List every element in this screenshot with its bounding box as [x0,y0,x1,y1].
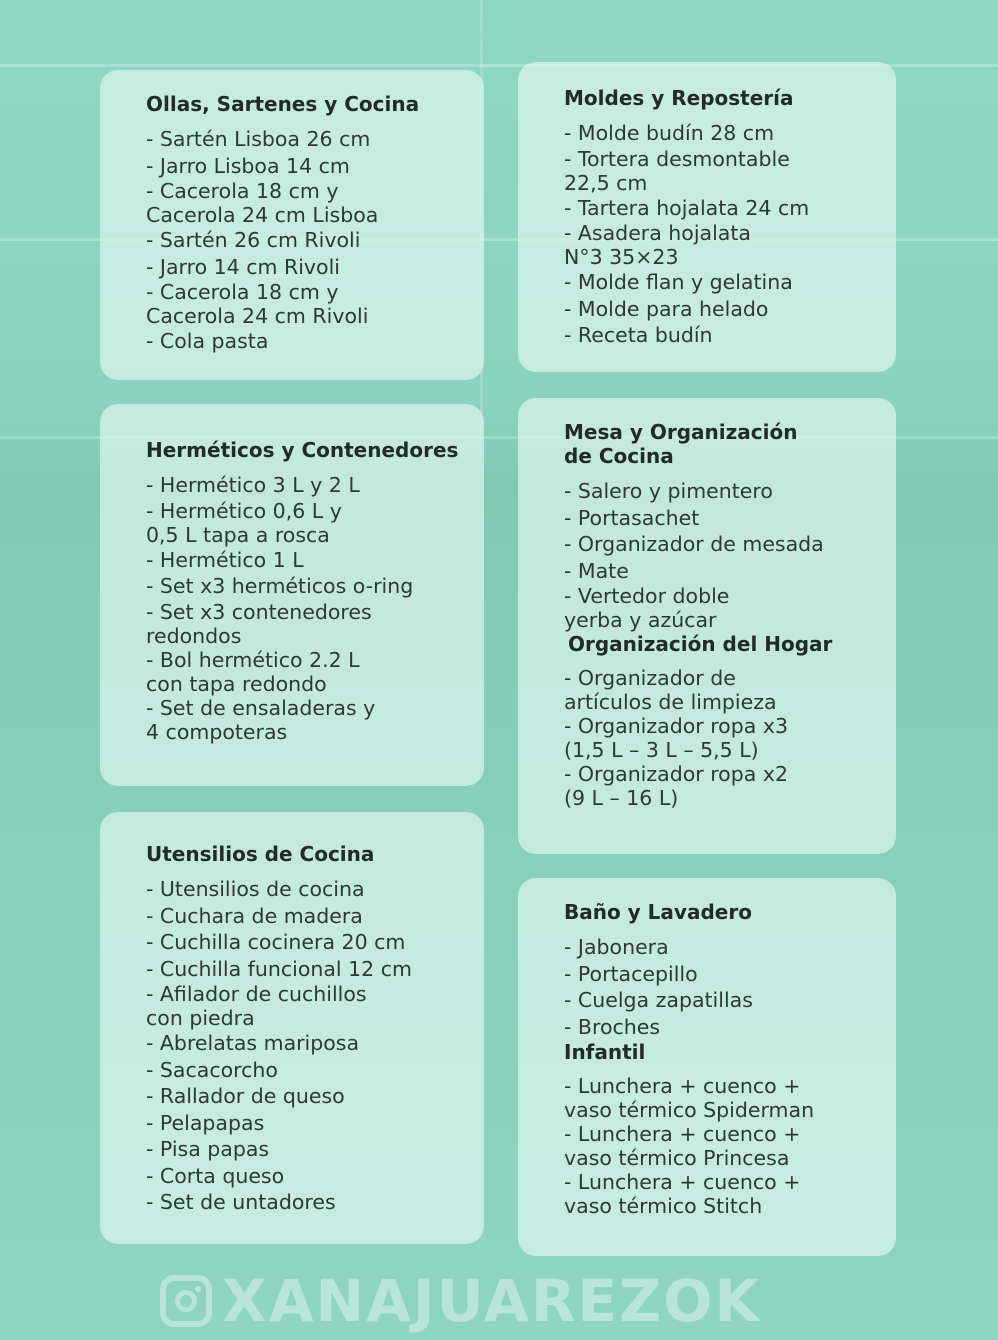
card-title: Baño y Lavadero [564,900,752,924]
list-item: - Molde para helado [564,296,769,321]
card-moldes [518,62,896,372]
card-title: Herméticos y Contenedores [146,438,459,462]
list-item: - Organizador de artículos de limpieza [564,666,777,714]
list-item: - Cacerola 18 cm y Cacerola 24 cm Rivoli [146,280,369,328]
list-item: - Hermético 0,6 L y 0,5 L tapa a rosca [146,498,342,547]
list-item: - Set de untadores [146,1190,336,1214]
card-title: Moldes y Repostería [564,86,794,110]
list-item: - Rallador de queso [146,1084,345,1108]
list-item: - Cuchilla cocinera 20 cm [146,930,406,954]
list-item: - Cacerola 18 cm y Cacerola 24 cm Lisboa [146,179,379,227]
card-subtitle: Infantil [564,1040,646,1064]
list-item: - Pisa papas [146,1137,270,1161]
list-item: - Jarro Lisboa 14 cm [146,153,350,178]
list-item: - Lunchera + cuenco + vaso térmico Spiderman [564,1074,815,1122]
card-bano [518,878,896,1256]
watermark-text: XANAJUAREZOK [222,1267,762,1335]
list-item: - Sacacorcho [146,1057,278,1082]
item-list [146,876,484,1216]
watermark [160,1266,761,1336]
list-item: - Sartén 26 cm Rivoli [146,228,361,252]
list-item: - Hermético 3 L y 2 L [146,473,360,497]
list-item: - Utensilios de cocina [146,877,365,901]
card-utensilios [100,812,484,1244]
card-hermeticos [100,404,484,786]
list-item: - Set x3 contenedores redondos [146,599,372,648]
list-item: - Sartén Lisboa 26 cm [146,127,371,151]
list-item: - Tortera desmontable 22,5 cm [564,146,790,195]
item-list [564,666,896,810]
list-item: - Organizador ropa x2 (9 L – 16 L) [564,762,788,810]
list-item: - Vertedor doble yerba y azúcar [564,584,730,632]
list-item: - Jabonera [564,935,669,959]
list-item: - Portacepillo [564,961,698,986]
list-item: - Mate [564,558,629,583]
list-item: - Broches [564,1014,661,1039]
list-item: - Lunchera + cuenco + vaso térmico Princesa [564,1122,801,1170]
list-item: - Lunchera + cuenco + vaso térmico Stitch [564,1170,801,1218]
list-item: - Set x3 herméticos o-ring [146,574,414,598]
list-item: - Cola pasta [146,329,269,353]
list-item: - Portasachet [564,505,700,530]
list-item: - Cuchilla funcional 12 cm [146,956,412,981]
list-item: - Bol hermético 2.2 L con tapa redondo [146,647,360,696]
item-list [564,1074,896,1218]
instagram-icon [160,1275,212,1327]
card-title: Ollas, Sartenes y Cocina [146,92,420,116]
card-mesa [518,398,896,854]
card-subtitle: Organización del Hogar [568,632,833,656]
list-item: - Cuelga zapatillas [564,988,753,1012]
list-item: - Organizador de mesada [564,532,824,556]
card-title: Utensilios de Cocina [146,842,375,866]
list-item: - Pelapapas [146,1110,265,1135]
list-item: - Set de ensaladeras y 4 compoteras [146,695,376,744]
list-item: - Jarro 14 cm Rivoli [146,254,340,279]
list-item: - Cuchara de madera [146,903,363,928]
list-item: - Afilador de cuchillos con piedra [146,982,367,1030]
list-item: - Molde budín 28 cm [564,121,775,145]
item-list [146,472,484,744]
list-item: - Abrelatas mariposa [146,1031,360,1055]
list-item: - Tartera hojalata 24 cm [564,195,810,220]
card-ollas [100,70,484,380]
list-item: - Molde flan y gelatina [564,270,793,294]
list-item: - Corta queso [146,1163,285,1188]
item-list [564,478,896,632]
list-item: - Salero y pimentero [564,479,773,503]
list-item: - Organizador ropa x3 (1,5 L – 3 L – 5,5 L) [564,714,788,762]
item-list [146,126,484,355]
item-list [564,934,896,1040]
list-item: - Receta budín [564,323,713,347]
list-item: - Hermético 1 L [146,547,304,572]
item-list [564,120,896,349]
card-title: Mesa y Organización de Cocina [564,420,798,468]
list-item: - Asadera hojalata N°3 35×23 [564,221,751,269]
